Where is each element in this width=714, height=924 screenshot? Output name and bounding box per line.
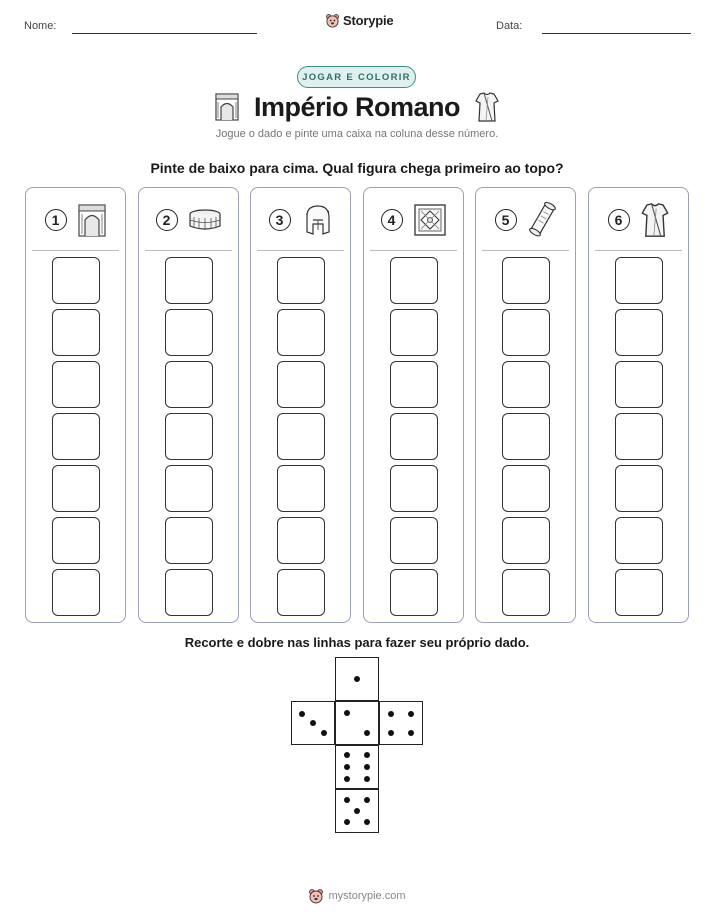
color-box[interactable] <box>390 465 438 512</box>
column-number: 5 <box>495 209 517 231</box>
pip <box>344 776 350 782</box>
pip <box>408 730 414 736</box>
color-box[interactable] <box>52 465 100 512</box>
column-divider <box>370 250 457 251</box>
color-box[interactable] <box>52 413 100 460</box>
bear-icon <box>308 888 324 904</box>
column-header <box>251 196 350 244</box>
column-number: 4 <box>381 209 403 231</box>
column-number: 1 <box>45 209 67 231</box>
color-box[interactable] <box>277 517 325 564</box>
color-box[interactable] <box>165 309 213 356</box>
toga-icon <box>474 91 500 123</box>
column-5 <box>475 187 576 623</box>
die-face-3 <box>291 701 335 745</box>
color-box[interactable] <box>277 569 325 616</box>
color-box[interactable] <box>615 309 663 356</box>
column-3 <box>250 187 351 623</box>
storypie-logo <box>325 13 393 28</box>
pip <box>408 711 414 717</box>
pip <box>388 730 394 736</box>
pip <box>388 711 394 717</box>
color-box[interactable] <box>615 413 663 460</box>
color-box[interactable] <box>277 309 325 356</box>
pip <box>299 711 305 717</box>
color-box[interactable] <box>615 465 663 512</box>
pip <box>354 676 360 682</box>
pip <box>364 776 370 782</box>
color-box[interactable] <box>615 569 663 616</box>
color-box[interactable] <box>277 465 325 512</box>
pip <box>364 752 370 758</box>
column-number: 6 <box>608 209 630 231</box>
column-divider <box>257 250 344 251</box>
color-box[interactable] <box>502 309 550 356</box>
pip <box>344 819 350 825</box>
name-label: Nome: <box>24 20 57 32</box>
scroll-icon <box>527 200 557 240</box>
toga-icon <box>640 201 670 239</box>
column-divider <box>595 250 682 251</box>
color-box[interactable] <box>502 465 550 512</box>
die-face-5 <box>335 789 379 833</box>
color-box[interactable] <box>277 257 325 304</box>
die-face-6 <box>335 745 379 789</box>
pip <box>364 764 370 770</box>
column-header <box>589 196 688 244</box>
column-number: 3 <box>269 209 291 231</box>
color-box[interactable] <box>165 517 213 564</box>
column-divider <box>32 250 119 251</box>
column-header <box>139 196 238 244</box>
pip <box>321 730 327 736</box>
color-box[interactable] <box>390 309 438 356</box>
color-box[interactable] <box>52 257 100 304</box>
color-box[interactable] <box>277 413 325 460</box>
color-box[interactable] <box>502 361 550 408</box>
pip <box>344 764 350 770</box>
column-header <box>26 196 125 244</box>
column-header <box>476 196 575 244</box>
bear-icon <box>325 13 340 28</box>
date-line <box>542 33 691 34</box>
color-box[interactable] <box>502 413 550 460</box>
pip <box>354 808 360 814</box>
color-box[interactable] <box>615 361 663 408</box>
column-6 <box>588 187 689 623</box>
footer-url: mystorypie.com <box>328 890 406 902</box>
color-box[interactable] <box>502 517 550 564</box>
color-box[interactable] <box>615 257 663 304</box>
color-box[interactable] <box>52 309 100 356</box>
color-box[interactable] <box>390 413 438 460</box>
pip <box>310 720 316 726</box>
mosaic-icon <box>413 203 447 237</box>
footer <box>0 888 714 904</box>
color-box[interactable] <box>502 257 550 304</box>
color-box[interactable] <box>165 465 213 512</box>
aqueduct-icon <box>214 92 240 122</box>
pip <box>344 797 350 803</box>
die-face-4 <box>379 701 423 745</box>
column-divider <box>145 250 232 251</box>
color-box[interactable] <box>390 257 438 304</box>
color-box[interactable] <box>165 569 213 616</box>
color-box[interactable] <box>615 517 663 564</box>
color-box[interactable] <box>390 569 438 616</box>
color-box[interactable] <box>165 361 213 408</box>
color-box[interactable] <box>390 361 438 408</box>
date-label: Data: <box>496 20 523 32</box>
color-box[interactable] <box>277 361 325 408</box>
color-box[interactable] <box>390 517 438 564</box>
cut-instruction: Recorte e dobre nas linhas para fazer seu próprio dado. <box>184 635 530 650</box>
column-header <box>364 196 463 244</box>
pip <box>364 730 370 736</box>
column-4 <box>363 187 464 623</box>
helmet-icon <box>301 202 333 238</box>
aqueduct-icon <box>77 202 107 238</box>
color-box[interactable] <box>165 413 213 460</box>
pip <box>344 710 350 716</box>
color-box[interactable] <box>52 517 100 564</box>
colosseum-icon <box>188 208 222 232</box>
name-line <box>72 33 257 34</box>
color-box[interactable] <box>502 569 550 616</box>
title-row <box>0 91 714 123</box>
column-number: 2 <box>156 209 178 231</box>
color-box[interactable] <box>52 361 100 408</box>
page-title: Império Romano <box>253 91 461 122</box>
activity-badge: JOGAR E COLORIR <box>297 66 416 88</box>
pip <box>344 752 350 758</box>
die-face-1 <box>335 657 379 701</box>
color-box[interactable] <box>52 569 100 616</box>
column-1 <box>25 187 126 623</box>
pip <box>364 797 370 803</box>
color-box[interactable] <box>165 257 213 304</box>
subtitle: Jogue o dado e pinte uma caixa na coluna desse número. <box>215 128 499 140</box>
instruction: Pinte de baixo para cima. Qual figura chega primeiro ao topo? <box>150 160 564 176</box>
pip <box>364 819 370 825</box>
die-face-2 <box>335 701 379 745</box>
column-divider <box>482 250 569 251</box>
column-2 <box>138 187 239 623</box>
logo-text: Storypie <box>343 13 394 28</box>
